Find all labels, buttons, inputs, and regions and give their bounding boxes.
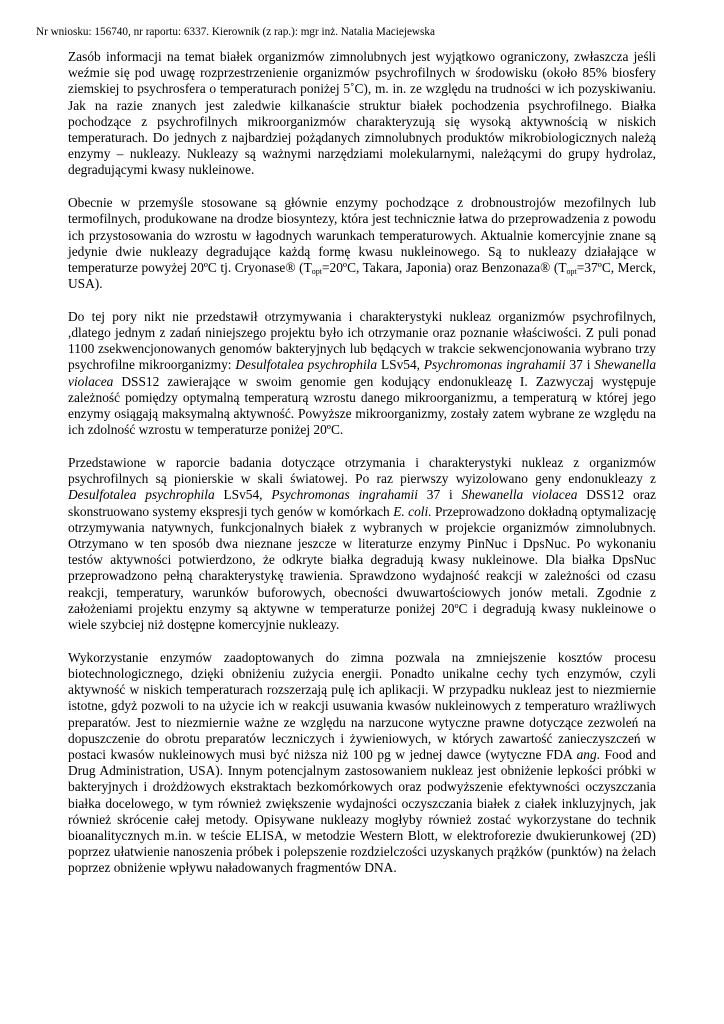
text-run: Przedstawione w raporcie badania dotyczące otrzymania i charakterystyki nukleaz z organizmów psychrofilnych są pionierskie w skali światowej. Po raz pierwszy wyizolowano geny endonukleazy z (68, 454, 656, 487)
italic-text: ang (576, 746, 597, 762)
italic-text: Shewanella violacea (461, 487, 578, 503)
italic-text: Psychromonas ingrahamii (423, 357, 566, 373)
text-run: 37 i (417, 487, 462, 503)
text-run: Do tej pory nikt nie przedstawił otrzymywania i charakterystyki nukleaz organizmów psychrofilnych, ,dlatego jednym z zadań niniejszego projektu było ich otrzymanie oraz poznanie właściwości. Z puli ponad 1100 zsekwencjonowanych genomów bakteryjnych lub będących w trakcie sekwencjonowania wybrano trzy psychrofilne mikroorganizmy: (68, 308, 656, 373)
report-header: Nr wniosku: 156740, nr raportu: 6337. Kierownik (z rap.): mgr inż. Natalia Maciejewska (36, 26, 435, 38)
text-run: LSv54, (214, 487, 272, 503)
text-run: =37ºC, Merck, USA). (68, 259, 656, 292)
sup-text: o (454, 600, 459, 610)
text-run: C i degradują kwasy nukleinowe o wiele szybciej niż dostępne komercyjnie nukleazy. (68, 600, 656, 632)
body-paragraph (68, 650, 656, 877)
body-paragraph (68, 309, 656, 439)
italic-text: Desulfotalea psychrophila (235, 357, 378, 373)
text-run: 37 i (565, 357, 595, 373)
body-paragraph (68, 455, 656, 633)
body-paragraph (68, 49, 656, 179)
report-body (68, 49, 656, 877)
body-paragraph (68, 195, 656, 292)
sub-text: opt (311, 266, 322, 276)
text-run: . Food and Drug Administration, USA). Innym potencjalnym zastosowaniem nukleaz jest obniżenie lepkości próbki w bakteryjnych i drożdżowych ekstraktach bezkomórkowych oraz podwyższenie efektywności oczyszczania białka docelowego, w tym również zwiększenie wydajności oczyszczania białek z ciałek inkluzyjnych, jak również skrócenie całej metody. Opisywane nukleazy mogłyby również zostać wykorzystane do technik bioanalitycznych m.in. w teście ELISA, w metodzie Western Blott, w elektroforezie dwukierunkowej (2D) poprzez ułatwienie nanoszenia próbek i polepszenie rozdzielczości uzyskanych prążków (punktów) na żelach poprzez obniżenie wpływu naładowanych fragmentów DNA. (68, 746, 656, 876)
text-run: LSv54, (377, 357, 424, 373)
text-run: Zasób informacji na temat białek organizmów zimnolubnych jest wyjątkowo ograniczony, zwłaszcza jeśli weźmie się pod uwagę rozprzestrzenienie organizmów psychrofilnych w środowisku (około 85% biosfery ziemskiej to psychrosfera o temperaturach poniżej 5˚C), m. in. ze względu na trudności w ich pozyskiwaniu. Jak na razie znanych jest zaledwie kilkanaście struktur białek pochodzenia psychrofilnego. Białka pochodzące z psychrofilnych mikroorganizmów charakteryzują się wysoką aktywnością w niskich temperaturach. Do jednych z najbardziej pożądanych zimnolubnych produktów mikrobiologicznych należą enzymy – nukleazy. Nukleazy są ważnymi narzędziami molekularnymi, należącymi do grupy hydrolaz, degradującymi kwasy nukleinowe. (68, 49, 656, 178)
italic-text: Shewanella violacea (68, 357, 657, 389)
sub-text: opt (566, 266, 577, 276)
text-run: DSS12 oraz skonstruowano systemy ekspresji tych genów w komórkach (68, 487, 656, 519)
text-run: Obecnie w przemyśle stosowane są głównie enzymy pochodzące z drobnoustrojów mezofilnych lub termofilnych, produkowane na drodze biosyntezy, która jest technicznie łatwa do przeprowadzenia z powodu ich przystosowania do wzrostu w łagodnych warunkach temperaturowych. Aktualnie komercyjnie znane są jedynie dwie nukleazy degradujące każdą formę kwasu nukleinowego. Są to nukleazy działające w temperaturze powyżej 20ºC tj. Cryonase® (T (68, 195, 656, 275)
text-run: =20ºC, Takara, Japonia) oraz Benzonaza® (T (321, 259, 567, 275)
text-run: Przeprowadzono dokładną optymalizację otrzymywania natywnych, funkcjonalnych białek z wybranych w projekcie organizmów zimnolubnych. Otrzymano w ten sposób dwa nieznane jeszcze w literaturze enzymy PinNuc i DpsNuc. Po wykonaniu testów aktywności potwierdzono, że odkryte białka degradują kwasy nukleinowe. Dla białka DpsNuc przeprowadzono pełną charakterystykę trawienia. Sprawdzono wydajność reakcji w zależności od czasu reakcji, temperatury, warunków buforowych, obecności dwuwartościowych jonów metali. Zgodnie z założeniami projektu enzymy są aktywne w temperaturze poniżej 20 (68, 503, 656, 616)
text-run: Wykorzystanie enzymów zaadoptowanych do zimna pozwala na zmniejszenie kosztów procesu biotechnologicznego, dzięki obniżeniu zużycia energii. Ponadto unikalne cechy tych enzymów, czyli aktywność w niskich temperaturach rozszerzają pulę ich aplikacji. W przypadku nukleaz jest to niezmiernie istotne, gdyż pozwoli to na użycie ich w reakcji usuwania kwasów nukleinowych z temperaturo wrażliwych preparatów. Jest to niezmiernie ważne ze względu na narzucone wytyczne prawne dotyczące zezwoleń na dopuszczenie do obrotu preparatów leczniczych i żywieniowych, w których zawartość zanieczyszczeń w postaci kwasów nukleinowych musi być niższa niż 100 pg w jednej dawce (wytyczne FDA (68, 649, 656, 762)
italic-text: E. coli. (393, 503, 432, 519)
text-run: DSS12 zawierające w swoim genomie gen kodujący endonukleazę I. Zazwyczaj występuje zależność pomiędzy optymalną temperaturą wzrostu danego mikroorganizmu, a temperaturą w której jego enzymy osiągają maksymalną aktywność. Powyższe mikroorganizmy, zostały zatem wybrane ze względu na ich zdolność wzrostu w temperaturze poniżej 20ºC. (68, 373, 656, 438)
italic-text: Desulfotalea psychrophila (68, 487, 215, 503)
italic-text: Psychromonas ingrahamii (271, 487, 418, 503)
